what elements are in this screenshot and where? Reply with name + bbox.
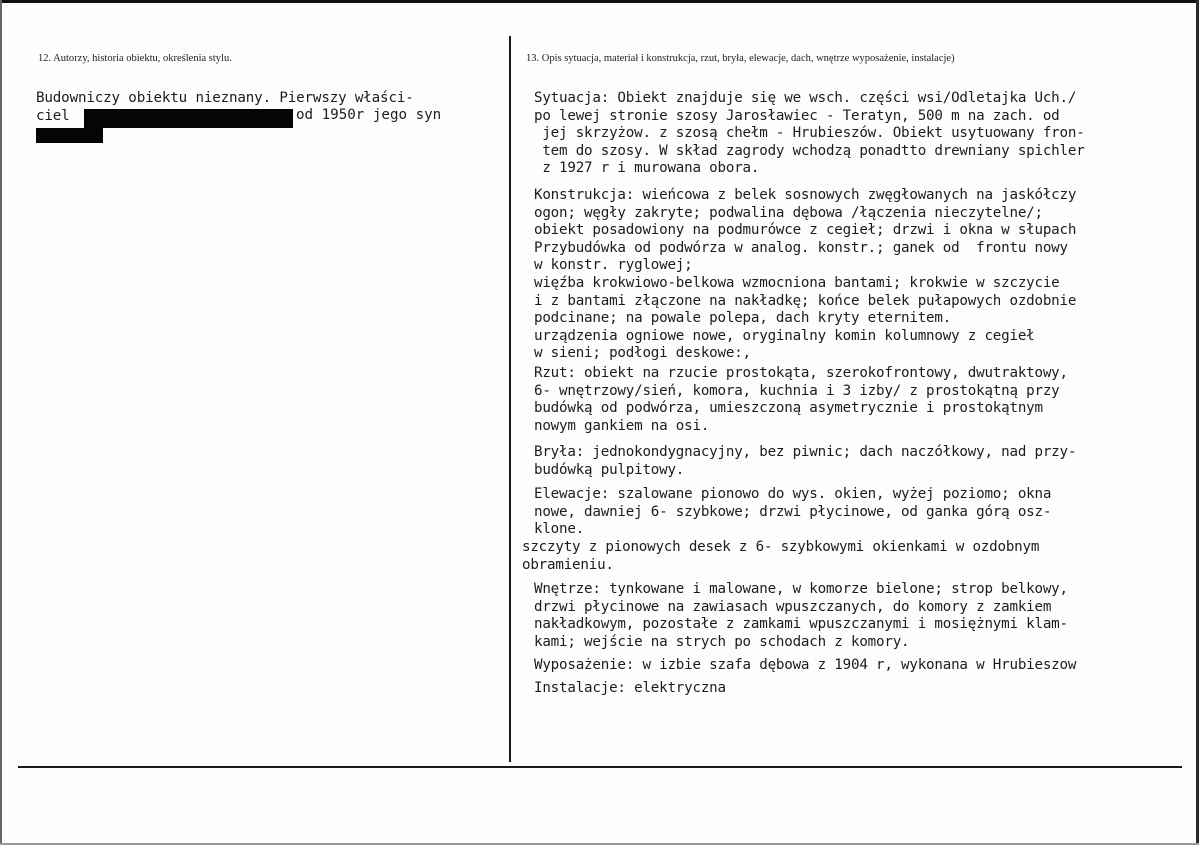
elewacje-paragraph: Elewacje: szalowane pionowo do wys. okien, wyżej poziomo; okna nowe, dawniej 6- szybkowe; drzwi płycinowe, od ganka górą osz- klone. <box>534 486 1052 538</box>
redaction-bar <box>84 109 293 128</box>
wyposazenie-paragraph: Wyposażenie: w izbie szafa dębowa z 1904 r, wykonana w Hrubieszow <box>534 657 1077 673</box>
scan-edge-left <box>0 0 2 845</box>
elewacje-szczyty-paragraph: szczyty z pionowych desek z 6- szybkowymi okienkami w ozdobnym obramieniu. <box>522 539 1040 573</box>
sytuacja-paragraph: Sytuacja: Obiekt znajduje się we wsch. części wsi/Odletajka Uch./ po lewej stronie szosy Jarosławiec - Teratyn, 500 m na zach. od jej skrzyżow. z szosą chełm - Hrubieszów. Obiekt usytuowany fron- tem do szosy. W skład zagrody wchodzą ponadtto drewniany spichler z 1927 r i murowana obora. <box>534 90 1085 177</box>
scan-edge-top <box>0 0 1199 3</box>
wnetrze-paragraph: Wnętrze: tynkowane i malowane, w komorze bielone; strop belkowy, drzwi płycinowe na zawiasach wpuszczanych, do komory z zamkiem nakładkowym, pozostałe z zamkami wpuszczanymi i mosiężnymi klam- kami; wejście na strych po schodach z komory. <box>534 581 1068 650</box>
authors-line-2-tail: od 1950r jego syn <box>296 107 442 123</box>
section-13-heading: 13. Opis sytuacja, materiał i konstrukcja, rzut, bryła, elewacje, dach, wnętrze wyposażenie, instalacje) <box>526 53 955 64</box>
bryla-paragraph: Bryła: jednokondygnacyjny, bez piwnic; dach naczółkowy, nad przy- budówką pulpitowy. <box>534 444 1077 478</box>
authors-line-1: Budowniczy obiektu nieznany. Pierwszy właści- <box>36 90 414 106</box>
rzut-paragraph: Rzut: obiekt na rzucie prostokąta, szerokofrontowy, dwutraktowy, 6- wnętrzowy/sień, komora, kuchnia i 3 izby/ z prostokątną przy budówką od podwórza, umieszczoną asymetrycznie i prostokątnym nowym gankiem na osi. <box>534 365 1068 434</box>
column-divider <box>509 36 511 762</box>
bottom-rule <box>18 766 1182 768</box>
konstrukcja-paragraph: Konstrukcja: wieńcowa z belek sosnowych zwęgłowanych na jaskółczy ogon; węgły zakryte; podwalina dębowa /łączenia nieczytelne/; obiekt posadowiony na podmurówce z cegieł; drzwi i okna w słupach Przybudówka od podwórza w analog. konstr.; ganek od frontu nowy w konstr. ryglowej; więźba krokwiowo-belkowa wzmocniona bantami; krokwie w szczycie i z bantami złączone na nakładkę; końce belek pułapowych ozdobnie podcinane; na powale polepa, dach kryty eternitem. urządzenia ogniowe nowe, oryginalny komin kolumnowy z cegieł w sieni; podłogi deskowe:, <box>534 187 1077 362</box>
authors-line-2: ciel <box>36 107 70 124</box>
redaction-bar <box>36 128 103 143</box>
section-12-heading: 12. Autorzy, historia obiektu, określenia stylu. <box>38 53 232 64</box>
instalacje-paragraph: Instalacje: elektryczna <box>534 680 726 696</box>
